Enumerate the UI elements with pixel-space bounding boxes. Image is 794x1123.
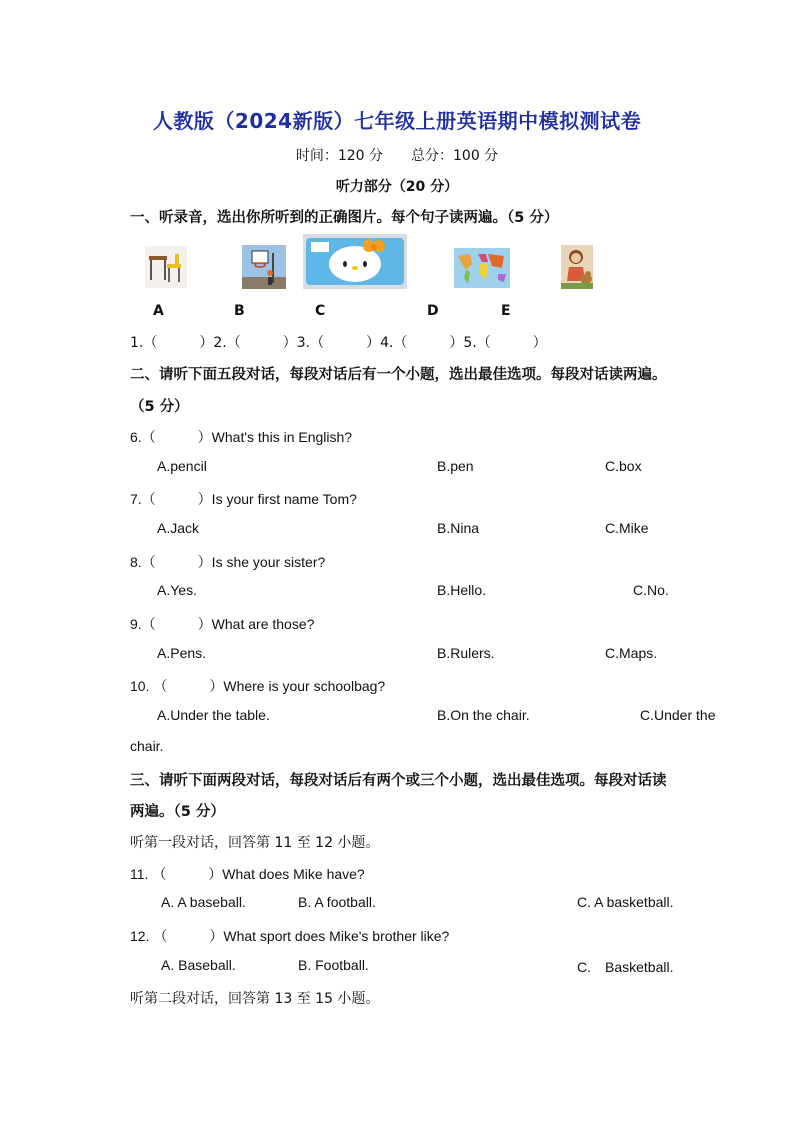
picture-label-b: B <box>234 303 245 319</box>
picture-label-e: E <box>501 303 511 319</box>
q8-option-b: B.Hello. <box>437 582 487 598</box>
section1-heading: 一、听录音，选出你所听到的正确图片。每个句子读两遍。（5 分） <box>130 210 559 226</box>
q9-option-a: A.Pens. <box>157 645 207 661</box>
question-11: 11. （ ）What does Mike have? <box>130 866 365 882</box>
section2-heading-line2: （5 分） <box>130 399 189 415</box>
exam-meta: 时间：120 分 总分：100 分 <box>295 148 499 164</box>
section1-answer-blanks: 1.（ ）2.（ ）3.（ ）4.（ ）5.（ ） <box>130 335 547 351</box>
q7-option-b: B.Nina <box>437 520 480 536</box>
q8-option-c: C.No. <box>633 582 669 598</box>
hello-kitty-pencil-box-icon <box>303 234 407 289</box>
q12-option-c: C. Basketball. <box>577 959 674 975</box>
dialog1-note: 听第一段对话，回答第 11 至 12 小题。 <box>130 835 380 851</box>
q7-option-a: A.Jack <box>157 520 200 536</box>
question-9: 9.（ ）What are those? <box>130 616 315 632</box>
q8-option-a: A.Yes. <box>157 582 197 598</box>
exam-title: 人教版（2024新版）七年级上册英语期中模拟测试卷 <box>152 109 642 133</box>
q7-option-c: C.Mike <box>605 520 649 536</box>
question-6: 6.（ ）What's this in English? <box>130 429 353 445</box>
desk-chair-icon <box>145 246 187 288</box>
q10-option-b: B.On the chair. <box>437 707 530 723</box>
q9-option-c: C.Maps. <box>605 645 658 661</box>
dialog2-note: 听第二段对话，回答第 13 至 15 小题。 <box>130 991 380 1007</box>
q9-option-b: B.Rulers. <box>437 645 495 661</box>
picture-label-c: C <box>315 303 326 319</box>
q10-option-c: C.Under the <box>640 707 716 723</box>
basketball-hoop-icon <box>242 245 286 289</box>
section2-heading-line1: 二、请听下面五段对话，每段对话后有一个小题，选出最佳选项。每段对话读两遍。 <box>130 367 667 383</box>
q11-option-c: C. A basketball. <box>577 894 674 910</box>
q11-option-b: B. A football. <box>298 894 376 910</box>
q6-option-b: B.pen <box>437 458 474 474</box>
q10-option-a: A.Under the table. <box>157 707 270 723</box>
girl-with-dog-icon <box>561 245 593 289</box>
q11-option-a: A. A baseball. <box>161 894 246 910</box>
q6-option-c: C.box <box>605 458 642 474</box>
question-10: 10. （ ）Where is your schoolbag? <box>130 678 386 694</box>
world-map-icon <box>454 248 510 288</box>
picture-label-a: A <box>153 303 164 319</box>
q10-option-c-continued: chair. <box>130 738 164 754</box>
q6-option-a: A.pencil <box>157 458 207 474</box>
question-8: 8.（ ）Is she your sister? <box>130 554 326 570</box>
q12-option-b: B. Football. <box>298 957 369 973</box>
question-12: 12. （ ）What sport does Mike's brother like? <box>130 928 450 944</box>
q12-option-a: A. Baseball. <box>161 957 236 973</box>
listening-part-heading: 听力部分（20 分） <box>335 179 459 195</box>
section3-heading-line2: 两遍。（5 分） <box>130 804 225 820</box>
question-7: 7.（ ）Is your first name Tom? <box>130 491 357 507</box>
picture-label-d: D <box>427 303 439 319</box>
section3-heading-line1: 三、请听下面两段对话，每段对话后有两个或三个小题，选出最佳选项。每段对话读 <box>130 773 667 789</box>
